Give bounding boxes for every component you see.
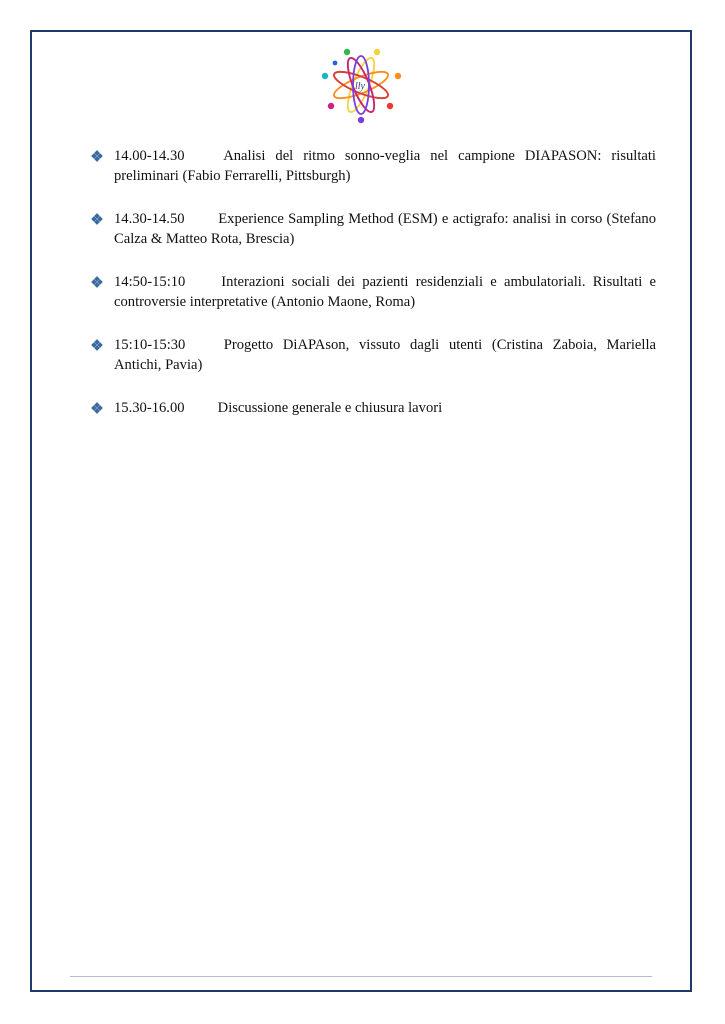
- agenda-item: [92, 272, 656, 312]
- diamond-bullet-icon: [92, 214, 102, 224]
- agenda-item: [92, 335, 656, 375]
- diamond-bullet-icon: [92, 277, 102, 287]
- diamond-bullet-icon: [92, 151, 102, 161]
- agenda-text: Discussione generale e chiusura lavori: [217, 400, 443, 416]
- agenda-item: [92, 146, 656, 186]
- agenda-time: 15.30-16.00: [114, 400, 185, 416]
- agenda-list: [92, 146, 656, 441]
- diamond-bullet-icon: [92, 403, 102, 413]
- diamond-bullet-icon: [92, 340, 102, 350]
- agenda-item: [92, 209, 656, 249]
- agenda-time: 15:10-15:30: [114, 337, 186, 353]
- agenda-text: Experience Sampling Method (ESM) e actigrafo: analisi in corso (Stefano Calza & Matteo Rota, Brescia): [114, 211, 656, 247]
- agenda-text: Interazioni sociali dei pazienti residenziali e ambulatoriali. Risultati e controversie interpretative (Antonio Maone, Roma): [114, 274, 657, 310]
- rainbow-flower-logo-icon: [318, 46, 404, 124]
- agenda-time: 14.00-14.30: [114, 148, 185, 164]
- svg-text:lly: lly: [355, 81, 365, 92]
- agenda-time: 14.30-14.50: [114, 211, 185, 227]
- agenda-time: 14:50-15:10: [114, 274, 186, 290]
- agenda-text: Analisi del ritmo sonno-veglia nel campione DIAPASON: risultati preliminari (Fabio Ferrarelli, Pittsburgh): [114, 148, 656, 184]
- agenda-item: [92, 398, 656, 418]
- footer-divider: [70, 976, 652, 977]
- agenda-text: Progetto DiAPAson, vissuto dagli utenti (Cristina Zaboia, Mariella Antichi, Pavia): [114, 337, 656, 373]
